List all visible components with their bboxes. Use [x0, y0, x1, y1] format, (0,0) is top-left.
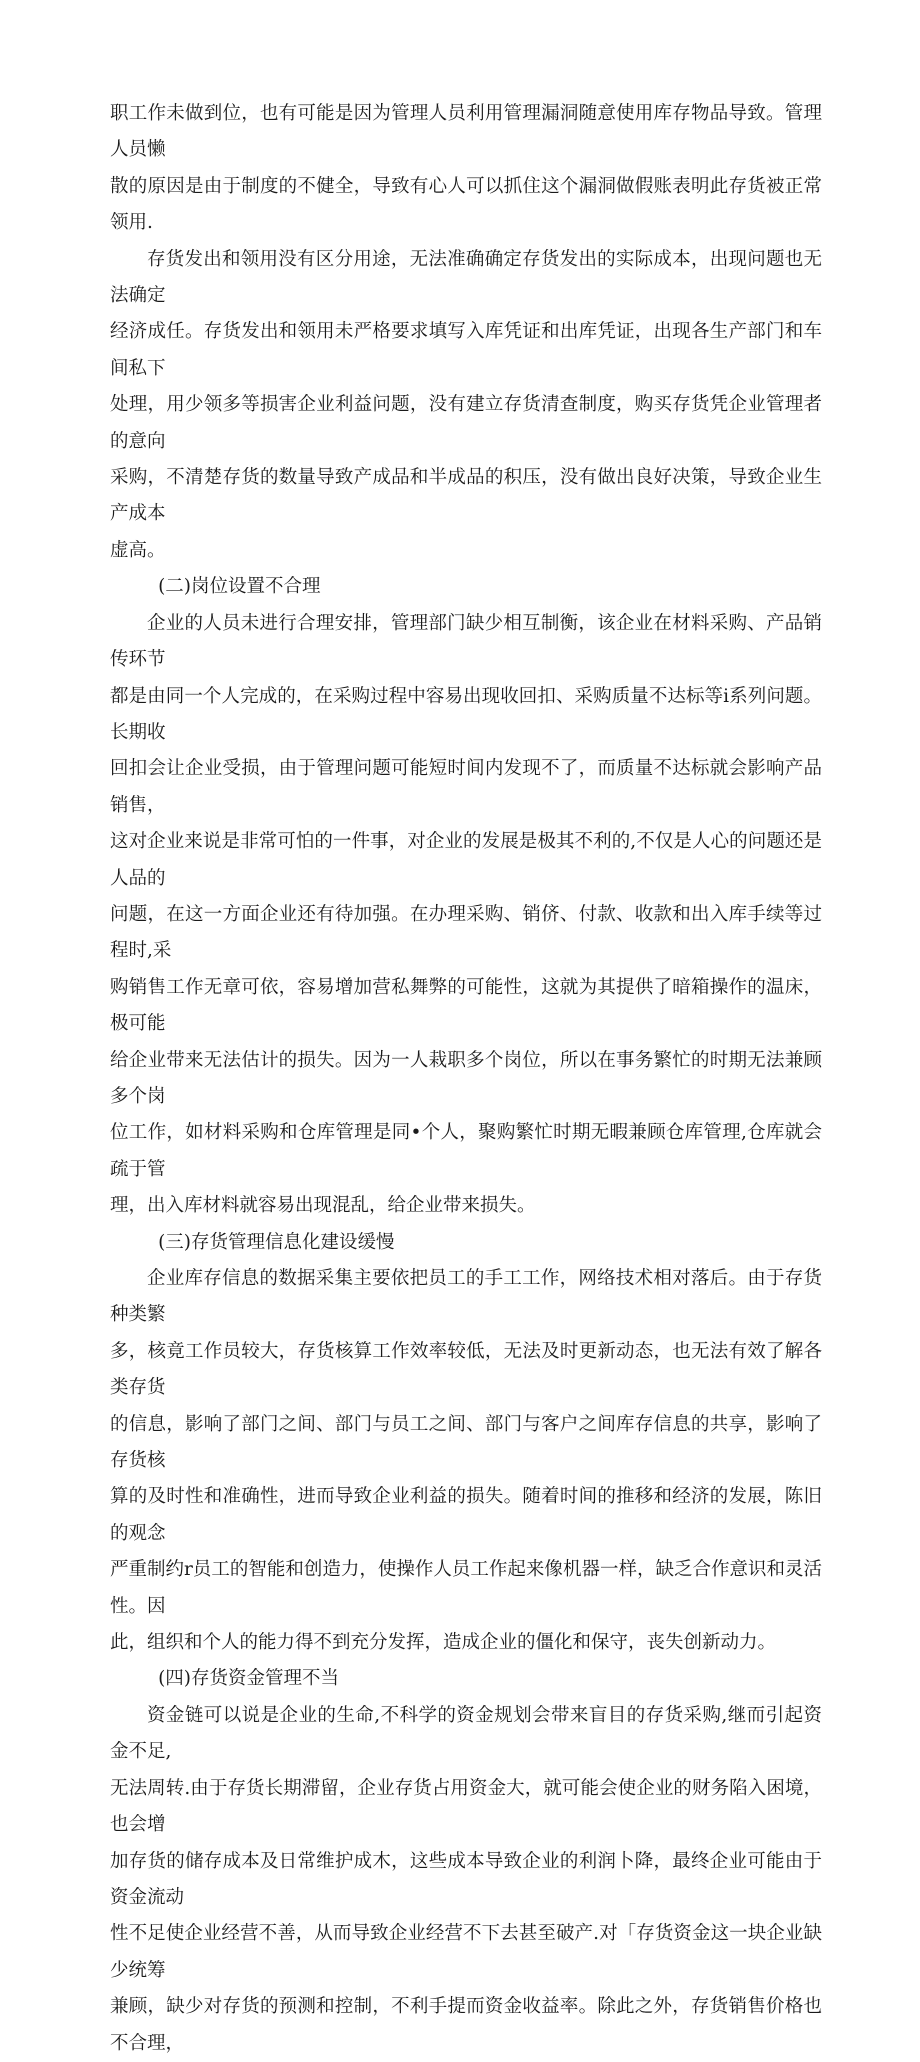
section-heading-2: (二)岗位设置不合理	[158, 576, 321, 598]
document-body	[110, 96, 822, 2062]
paragraph-continuation: 职工作未做到位，也有可能是因为管理人员利用管理漏洞随意使用库存物品导致。管理人员懒 散的原因是由于制度的不健全，导致有心人可以抓住这个漏洞做假账表明此存货被正常领用.	[110, 103, 822, 234]
paragraph-capital-management: 资金链可以说是企业的生命,不科学的资金规划会带来盲目的存货采购,继而引起资金不足, 无法周转.由于存货长期滞留，企业存货占用资金大，就可能会使企业的财务陷入困境，也会增 加存货的储存成本及日常维护成木，这些成本导致企业的利润卜降，最终企业可能由于资金流动 性不足使企业经营不善，从而导致企业经营不下去甚至破产.对「存货资金这一块企业缺少统筹 兼顾，缺少对存货的预测和控制，不利手提而资金收益率。除此之外，存货销售价格也不合理，	[110, 1704, 822, 2054]
section-heading-4: (四)存货资金管理不当	[158, 1668, 340, 1690]
section-heading-3: (三)存货管理信息化建设缓慢	[158, 1231, 395, 1253]
paragraph-informatization: 企业库存信息的数据采集主要依把员工的手工工作，网络技术相对落后。由于存货种类繁 多，核竟工作员较大，存货核算工作效率较低，无法及时更新动态，也无法有效了解各类存货 的信息，影响了部门之间、部门与员工之间、部门与客户之间库存信息的共享，影响了存货核 算的及时性和准确性，进而导致企业利益的损失。随着时间的推移和经济的发展，陈旧的观念 严重制约r员工的智能和创造力，使操作人员工作起来像机器一样，缺乏合作意识和灵活性。因 此，组织和个人的能力得不到充分发挥，造成企业的僵化和保守，丧失创新动力。	[110, 1268, 822, 1654]
paragraph-position-setup: 企业的人员未进行合理安排，管理部门缺少相互制衡，该企业在材料采购、产品销传环节 都是由同一个人完成的，在采购过程中容易出现收回扣、采购质量不达标等i系列问题。长期收 回扣会让企业受损，由于管理问题可能短时间内发现不了，而质量不达标就会影响产品销售， 这对企业来说是非常可怕的一件事，对企业的发展是极其不利的,不仅是人心的问题还是人品的 问题，在这一方面企业还有待加强。在办理采购、销侪、付款、收款和出入库手续等过程时,采 购销售工作无章可依，容易增加营私舞弊的可能性，这就为其提供了暗箱操作的温床，极可能 给企业带来无法估计的损失。因为一人栽职多个岗位，所以在事务繁忙的时期无法兼顾多个岗 位工作，如材料采购和仓库管理是同•个人，聚购繁忙时期无暇兼顾仓库管理,仓库就会疏于管 理，出入库材料就容易出现混乱，给企业带来损失。	[110, 612, 822, 1217]
paragraph-inventory-issue: 存货发出和领用没有区分用途，无法准确确定存货发出的实际成本，出现问题也无法确定 经济成任。存货发出和领用未严格要求填写入库凭证和出库凭证，出现各生产部门和车间私下 处理，用少领多等损害企业利益问题，没有建立存货清查制度，购买存货凭企业管理者的意向 采购，不清楚存货的数量导致产成品和半成品的积压，没有做出良好决策，导致企业生产成本 虚高。	[110, 248, 822, 561]
